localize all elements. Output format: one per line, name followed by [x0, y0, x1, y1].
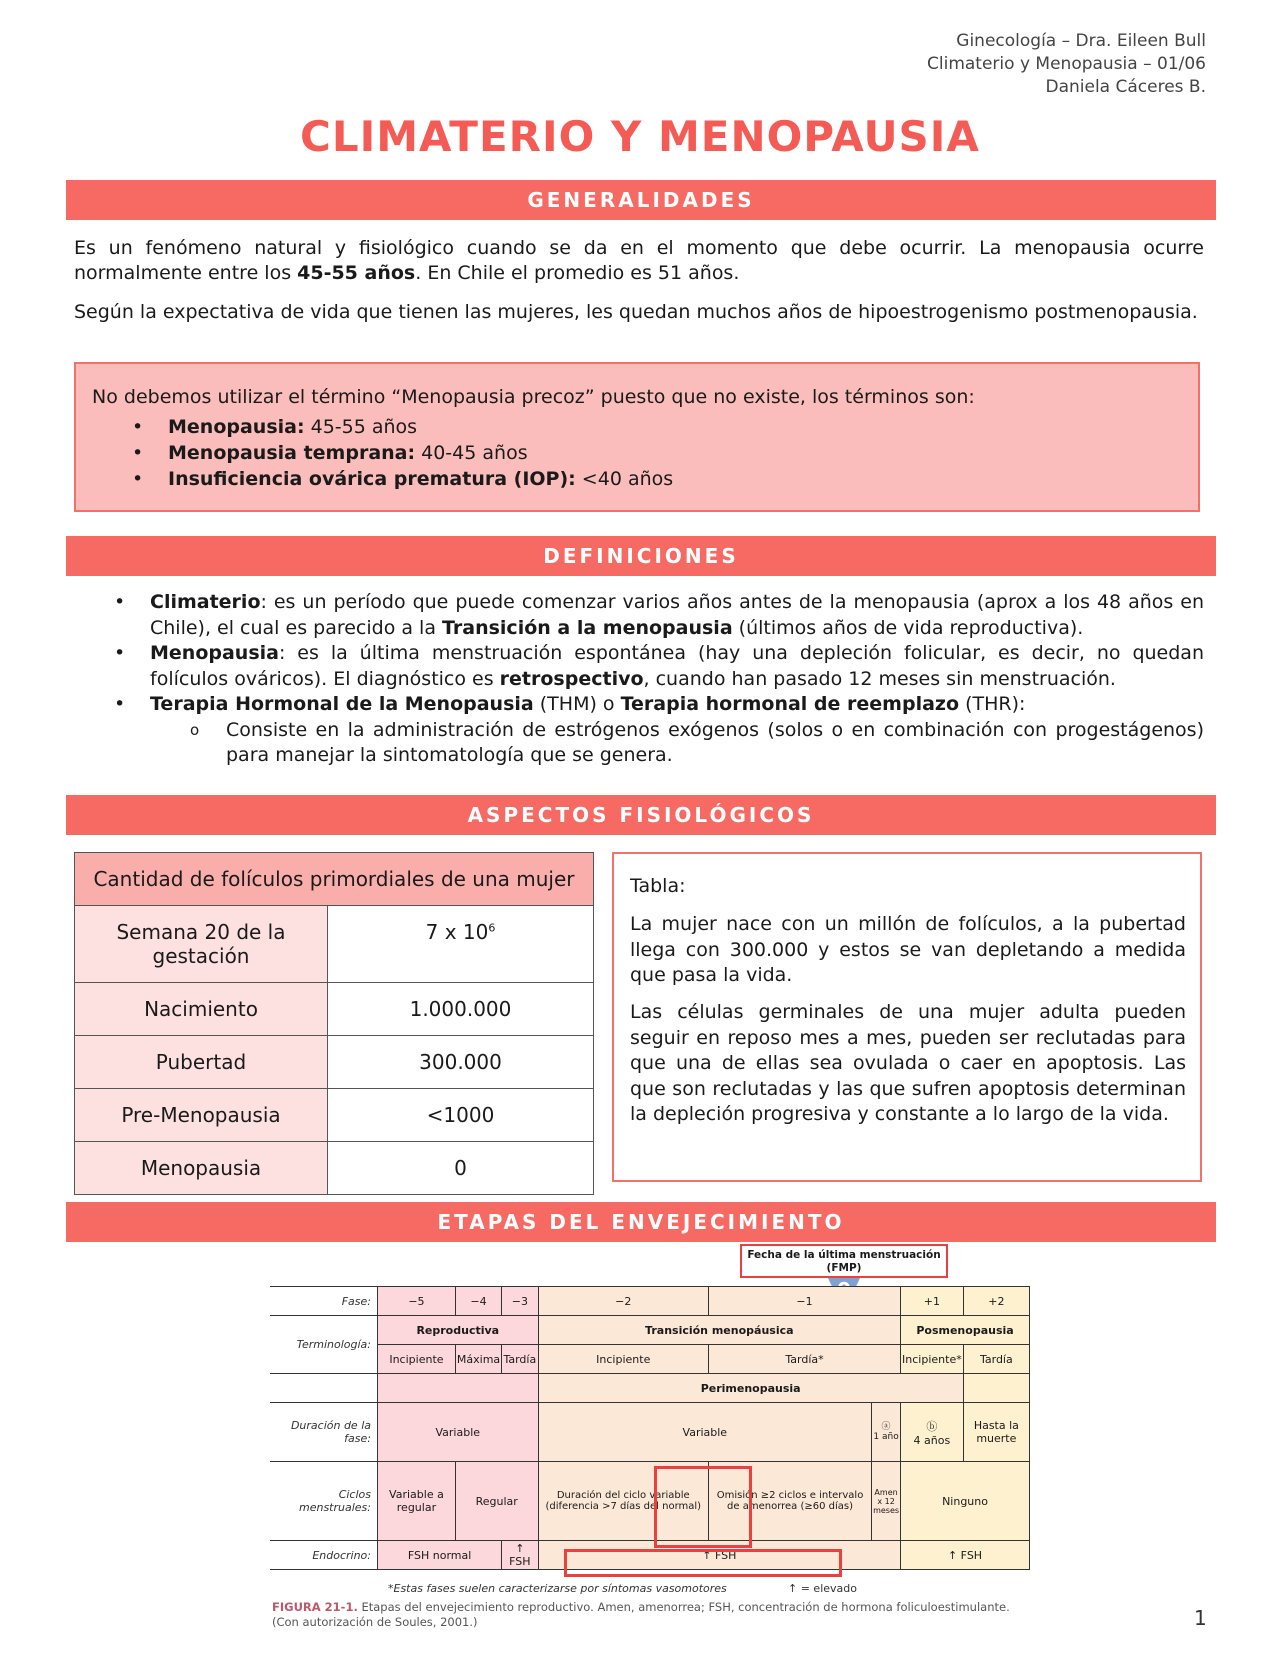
table-row: Menopausia 0 [75, 1142, 594, 1195]
def-thm-sub: o Consiste en la administración de estrógenos exógenos (solos o en combinación con progestágenos) para manejar la sintomatología que se genera. [110, 718, 1204, 769]
fmp-label: Fecha de la última menstruación (FMP) [740, 1244, 948, 1278]
table-row: Nacimiento 1.000.000 [75, 983, 594, 1036]
table-row: Pre-Menopausia <1000 [75, 1089, 594, 1142]
header-course: Ginecología – Dra. Eileen Bull [956, 31, 1206, 51]
tabla-box [612, 852, 1202, 1182]
figure-caption: FIGURA 21-1. Etapas del envejecimiento reproductivo. Amen, amenorrea; FSH, concentración de hormona foliculoestimulante. (Con autorización de Soules, 2001.) [272, 1600, 1010, 1629]
note-box [74, 362, 1200, 512]
highlight-cycle-variable [654, 1466, 752, 1548]
gen-paragraph-1: Es un fenómeno natural y fisiológico cuando se da en el momento que debe ocurrir. La menopausia ocurre normalmente entre los 45-55 años. En Chile el promedio es 51 años. [74, 237, 1204, 284]
note-lead: No debemos utilizar el término “Menopausia precoz” puesto que no existe, los términos son: [92, 386, 975, 408]
header-topic: Climaterio y Menopausia – 01/06 [927, 54, 1206, 74]
figure-legend: ↑ = elevado [788, 1582, 857, 1595]
page-number: 1 [1194, 1606, 1207, 1630]
figure-footnote: *Estas fases suelen caracterizarse por síntomas vasomotores [388, 1582, 727, 1595]
def-climaterio: • Climaterio: es un período que puede comenzar varios años antes de la menopausia (aprox a los 48 años en Chile), el cual es parecido a la Transición a la menopausia (últimos años de vida reproductiva). [110, 590, 1204, 641]
follicle-table [74, 852, 594, 1195]
follicle-table-header: Cantidad de folículos primordiales de una mujer [75, 853, 594, 906]
tabla-label: Tabla: [630, 875, 686, 897]
section-aspectos: ASPECTOS FISIOLÓGICOS [66, 795, 1216, 835]
highlight-fsh [564, 1549, 842, 1577]
definitions-list [110, 590, 1204, 769]
aging-stages-figure: Fase: −5 −4 −3 −2 −1 +1 +2 Terminología: Reproductiva Transición menopáusica Posmenopausia Incipiente Máxima Tardía Incipiente Tardía* Incipiente* Tardía Perimenopausia Duración de la fase: Variable Variable ⓐ 1 año ⓑ 4 años Hasta la muerte Ciclos menstruales: Variable a regular Regular Duración del ciclo variable (diferencia >7 días del normal) Omisión ≥2 ciclos e intervalo de amenorrea (≥60 días) Amen x 12 meses Ninguno Endocrino: FSH normal ↑ FSH ↑ FSH ↑ FSH [270, 1286, 1030, 1570]
header-author: Daniela Cáceres B. [1045, 77, 1206, 97]
list-item: • Insuficiencia ovárica prematura (IOP): <40 años [92, 466, 673, 492]
tabla-paragraph-1: La mujer nace con un millón de folículos, a la pubertad llega con 300.000 y estos se van depletando a medida que pasa la vida. [630, 913, 1186, 986]
table-row: Pubertad 300.000 [75, 1036, 594, 1089]
section-generalidades: GENERALIDADES [66, 180, 1216, 220]
note-list [92, 414, 673, 492]
section-definiciones: DEFINICIONES [66, 536, 1216, 576]
def-menopausia: • Menopausia: es la última menstruación espontánea (hay una depleción folicular, es decir, no quedan folículos ováricos). El diagnóstico es retrospectivo, cuando han pasado 12 meses sin menstruación. [110, 641, 1204, 692]
def-thm: • Terapia Hormonal de la Menopausia (THM) o Terapia hormonal de reemplazo (THR): [110, 692, 1204, 718]
list-item: • Menopausia: 45-55 años [92, 414, 673, 440]
gen-paragraph-2: Según la expectativa de vida que tienen las mujeres, les quedan muchos años de hipoestrogenismo postmenopausia. [74, 301, 1198, 323]
list-item: • Menopausia temprana: 40-45 años [92, 440, 673, 466]
table-row: Semana 20 de la gestación 7 x $10^6$ [75, 906, 594, 983]
tabla-paragraph-2: Las células germinales de una mujer adulta pueden seguir en reposo mes a mes, pueden ser reclutadas para que una de ellas sea ovulada o caer en apoptosis. Las que son reclutadas y las que sufren apoptosis determinan la depleción progresiva y constante a lo largo de la vida. [630, 1001, 1186, 1125]
document-header [927, 30, 1206, 99]
section-etapas: ETAPAS DEL ENVEJECIMIENTO [66, 1202, 1216, 1242]
page-title: CLIMATERIO Y MENOPAUSIA [300, 112, 980, 161]
